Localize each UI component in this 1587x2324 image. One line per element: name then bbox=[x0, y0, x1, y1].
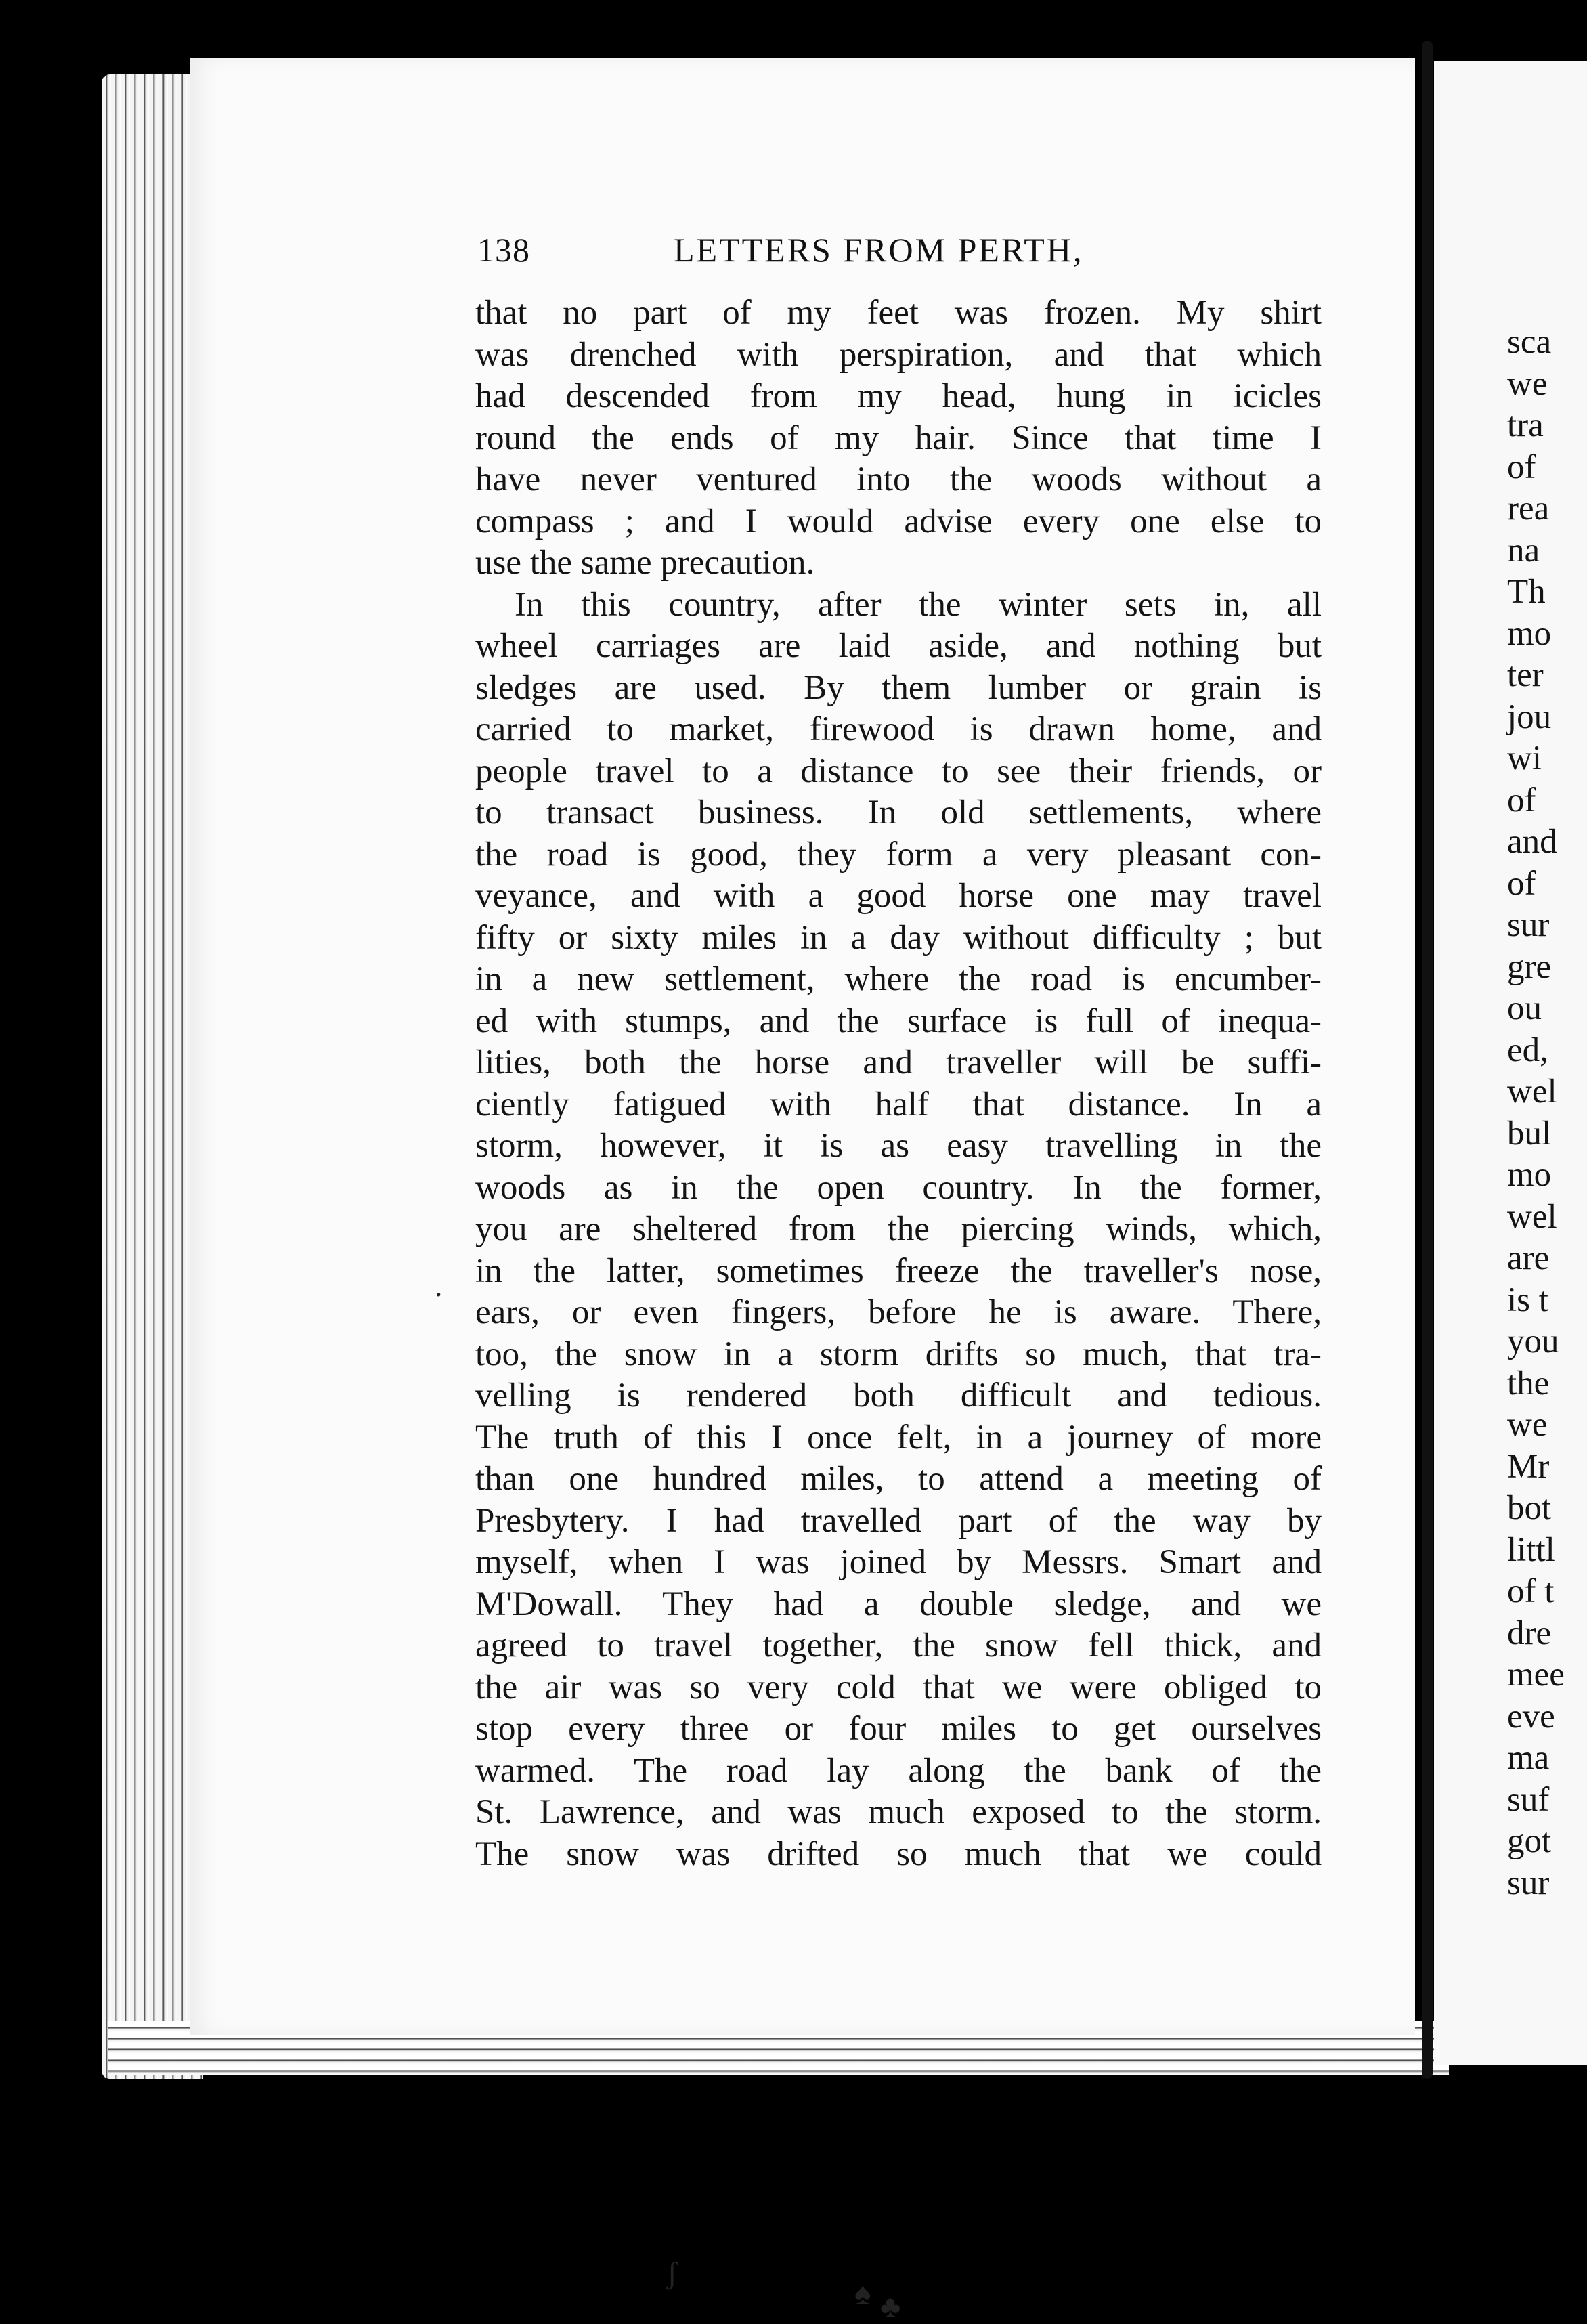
text-line: than one hundred miles, to attend a meeting of bbox=[475, 1460, 1322, 1498]
facing-page-fragment: of t bbox=[1507, 1572, 1555, 1610]
text-line: velling is rendered both difficult and tedious. bbox=[475, 1377, 1322, 1415]
body-text bbox=[475, 293, 1322, 1875]
text-line: have never ventured into the woods without a bbox=[475, 460, 1322, 498]
facing-page-fragment: Mr bbox=[1507, 1447, 1550, 1486]
facing-page-fragment: we bbox=[1507, 364, 1548, 403]
page-header bbox=[477, 230, 1324, 278]
text-line: you are sheltered from the piercing winds, which, bbox=[475, 1210, 1322, 1248]
facing-page-fragment: tra bbox=[1507, 406, 1544, 444]
page-gutter bbox=[1422, 41, 1433, 2079]
text-line: veyance, and with a good horse one may travel bbox=[475, 877, 1322, 915]
text-line: people travel to a distance to see their friends, or bbox=[475, 752, 1322, 790]
left-page-edges bbox=[102, 74, 203, 2079]
text-line: storm, however, it is as easy travelling in the bbox=[475, 1127, 1322, 1165]
facing-page-fragment: sur bbox=[1507, 1864, 1550, 1902]
facing-page-fragment: gre bbox=[1507, 947, 1552, 986]
text-line: carried to market, firewood is drawn home, and bbox=[475, 710, 1322, 748]
facing-page-fragment: rea bbox=[1507, 490, 1550, 528]
text-line: in the latter, sometimes freeze the traveller's nose, bbox=[475, 1251, 1322, 1290]
facing-page-fragment: of bbox=[1507, 781, 1536, 819]
text-line: The truth of this I once felt, in a journey of more bbox=[475, 1418, 1322, 1457]
text-line: woods as in the open country. In the former, bbox=[475, 1168, 1322, 1207]
text-line: ed with stumps, and the surface is full of inequa- bbox=[475, 1002, 1322, 1040]
facing-page-fragment: wel bbox=[1507, 1073, 1557, 1111]
facing-page-fragment: of bbox=[1507, 864, 1536, 903]
text-line: M'Dowall. They had a double sledge, and we bbox=[475, 1585, 1322, 1623]
text-line: fifty or sixty miles in a day without difficulty ; but bbox=[475, 918, 1322, 957]
text-line: lities, both the horse and traveller will be suffi- bbox=[475, 1043, 1322, 1081]
facing-page-fragment: sca bbox=[1507, 323, 1552, 361]
text-line: myself, when I was joined by Messrs. Smart and bbox=[475, 1543, 1322, 1581]
text-line: St. Lawrence, and was much exposed to the storm. bbox=[475, 1793, 1322, 1831]
facing-page-fragment: is t bbox=[1507, 1281, 1548, 1319]
facing-page-fragment: we bbox=[1507, 1406, 1548, 1444]
text-line: wheel carriages are laid aside, and nothing but bbox=[475, 627, 1322, 665]
scan-speck: ♣ bbox=[880, 2289, 901, 2324]
text-line: The snow was drifted so much that we could bbox=[475, 1834, 1322, 1873]
facing-page-fragment: ter bbox=[1507, 656, 1544, 694]
facing-page-fragment: wi bbox=[1507, 739, 1542, 777]
text-line: too, the snow in a storm drifts so much, that tra- bbox=[475, 1335, 1322, 1373]
facing-page-fragment: the bbox=[1507, 1364, 1550, 1402]
text-line: in a new settlement, where the road is encumber- bbox=[475, 960, 1322, 998]
facing-page-fragment: ou bbox=[1507, 989, 1542, 1027]
text-line: ears, or even fingers, before he is aware. There, bbox=[475, 1293, 1322, 1331]
facing-page-fragment: littl bbox=[1507, 1530, 1555, 1569]
text-line: the road is good, they form a very pleasant con- bbox=[475, 835, 1322, 874]
text-line: the air was so very cold that we were obliged to bbox=[475, 1668, 1322, 1706]
text-line: agreed to travel together, the snow fell thick, and bbox=[475, 1627, 1322, 1664]
facing-page-fragment: ma bbox=[1507, 1739, 1550, 1777]
facing-page-fragment: are bbox=[1507, 1239, 1550, 1277]
text-line: compass ; and I would advise every one else to bbox=[475, 502, 1322, 540]
text-line: that no part of my feet was frozen. My shirt bbox=[475, 294, 1322, 332]
facing-page-fragment: and bbox=[1507, 823, 1557, 861]
text-line: warmed. The road lay along the bank of the bbox=[475, 1751, 1322, 1790]
facing-page-fragment: you bbox=[1507, 1322, 1559, 1360]
facing-page-fragment: mo bbox=[1507, 1156, 1552, 1194]
text-line: sledges are used. By them lumber or grain is bbox=[475, 668, 1322, 707]
text-line: round the ends of my hair. Since that time I bbox=[475, 418, 1322, 457]
scan-speck: ʃ bbox=[667, 2256, 678, 2290]
text-line: use the same precaution. bbox=[475, 544, 815, 582]
facing-page-fragment: mee bbox=[1507, 1656, 1565, 1694]
text-line: In this country, after the winter sets in, all bbox=[515, 585, 1322, 624]
facing-page-fragment: got bbox=[1507, 1822, 1552, 1860]
text-line: Presbytery. I had travelled part of the way by bbox=[475, 1501, 1322, 1540]
scan-speck: ♠ bbox=[854, 2276, 871, 2310]
facing-page-fragment: mo bbox=[1507, 614, 1552, 653]
facing-page-fragment: Th bbox=[1507, 573, 1546, 611]
facing-page-fragment: dre bbox=[1507, 1614, 1552, 1652]
text-line: had descended from my head, hung in icicles bbox=[475, 377, 1322, 415]
scan-speck: · bbox=[433, 1277, 444, 1312]
text-line: to transact business. In old settlements, where bbox=[475, 794, 1322, 832]
facing-page-fragment: ed, bbox=[1507, 1031, 1548, 1069]
facing-page-fragment: eve bbox=[1507, 1697, 1555, 1736]
facing-page-fragment: wel bbox=[1507, 1197, 1557, 1236]
facing-page-fragment: sur bbox=[1507, 906, 1550, 944]
facing-page-fragment: jou bbox=[1507, 697, 1552, 736]
text-line: stop every three or four miles to get ourselves bbox=[475, 1710, 1322, 1748]
text-line: was drenched with perspiration, and that which bbox=[475, 335, 1322, 374]
facing-page-fragment: bul bbox=[1507, 1114, 1552, 1153]
facing-page-fragment: na bbox=[1507, 531, 1540, 569]
facing-page-fragment: bot bbox=[1507, 1489, 1552, 1527]
facing-page-fragment: of bbox=[1507, 448, 1536, 486]
facing-page-fragment: suf bbox=[1507, 1780, 1550, 1819]
text-line: ciently fatigued with half that distance. In a bbox=[475, 1085, 1322, 1123]
page-number: 138 bbox=[477, 231, 530, 269]
running-title: LETTERS FROM PERTH, bbox=[674, 231, 1084, 269]
